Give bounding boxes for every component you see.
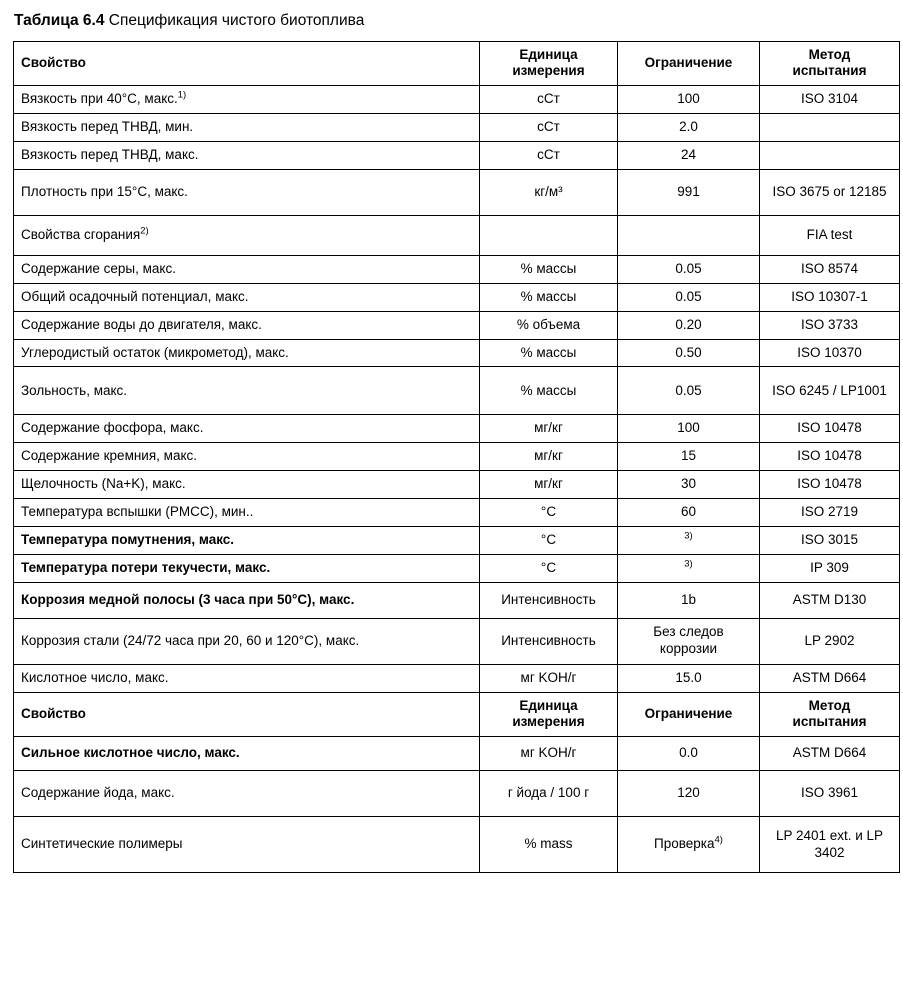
cell-unit: мг KOH/г (480, 737, 618, 771)
cell-method: ASTM D130 (760, 582, 900, 618)
header-method (760, 692, 900, 737)
cell-property: Вязкость перед ТНВД, мин. (14, 114, 480, 142)
cell-unit: сСт (480, 86, 618, 114)
cell-property: Содержание йода, макс. (14, 771, 480, 817)
cell-method: ASTM D664 (760, 664, 900, 692)
cell-limit: 1b (618, 582, 760, 618)
cell-unit: сСт (480, 114, 618, 142)
cell-method: ISO 8574 (760, 255, 900, 283)
cell-method: LP 2902 (760, 618, 900, 664)
cell-method: ISO 10478 (760, 415, 900, 443)
cell-limit: 991 (618, 169, 760, 215)
table-row (14, 311, 900, 339)
table-row (14, 415, 900, 443)
table-row (14, 771, 900, 817)
cell-limit (618, 215, 760, 255)
cell-property: Углеродистый остаток (микрометод), макс. (14, 339, 480, 367)
cell-unit: сСт (480, 142, 618, 170)
cell-property: Коррозия стали (24/72 часа при 20, 60 и 120°C), макс. (14, 618, 480, 664)
cell-unit: Интенсивность (480, 618, 618, 664)
cell-method: IP 309 (760, 554, 900, 582)
cell-property: Плотность при 15°C, макс. (14, 169, 480, 215)
cell-unit: кг/м³ (480, 169, 618, 215)
cell-limit: 120 (618, 771, 760, 817)
header-unit-line2: измерения (512, 714, 585, 730)
header-method-line1: Метод (808, 46, 851, 62)
cell-limit (618, 526, 760, 554)
table-row (14, 526, 900, 554)
table-row (14, 339, 900, 367)
header-unit-line2: измерения (512, 63, 585, 79)
table-header-row-repeat (14, 692, 900, 737)
cell-property: Щелочность (Na+K), макс. (14, 471, 480, 499)
cell-property: Зольность, макс. (14, 367, 480, 415)
cell-unit: % объема (480, 311, 618, 339)
table-row (14, 114, 900, 142)
table-caption-label: Таблица 6.4 (14, 12, 105, 29)
table-header-row (14, 41, 900, 86)
biofuel-specification-table (13, 41, 900, 874)
cell-method: ISO 10370 (760, 339, 900, 367)
cell-property: Сильное кислотное число, макс. (14, 737, 480, 771)
cell-method: ISO 3675 or 12185 (760, 169, 900, 215)
header-property: Свойство (14, 692, 480, 737)
cell-limit: 100 (618, 415, 760, 443)
cell-method: FIA test (760, 215, 900, 255)
cell-method: ISO 2719 (760, 499, 900, 527)
table-row (14, 737, 900, 771)
cell-property: Содержание кремния, макс. (14, 443, 480, 471)
cell-property: Содержание серы, макс. (14, 255, 480, 283)
cell-limit: Проверка$^{4)}$ (618, 817, 760, 873)
cell-property: Вязкость при 40°C, макс.$^{1)}$ (14, 86, 480, 114)
header-method (760, 41, 900, 86)
table-row (14, 283, 900, 311)
cell-method: ISO 10478 (760, 443, 900, 471)
table-row (14, 169, 900, 215)
cell-unit: % массы (480, 255, 618, 283)
cell-method: ISO 3015 (760, 526, 900, 554)
cell-limit: 0.05 (618, 283, 760, 311)
cell-limit: Без следов коррозии (618, 618, 760, 664)
cell-property: Синтетические полимеры (14, 817, 480, 873)
cell-method: ISO 3961 (760, 771, 900, 817)
footnote-marker: 3) (684, 530, 693, 542)
cell-unit: мг/кг (480, 443, 618, 471)
header-method-line1: Метод (808, 697, 851, 713)
cell-limit: 30 (618, 471, 760, 499)
footnote-marker: 2) (140, 225, 149, 237)
cell-property: Коррозия медной полосы (3 часа при 50°C), макс. (14, 582, 480, 618)
cell-limit: 15 (618, 443, 760, 471)
table-row (14, 215, 900, 255)
cell-property: Температура помутнения, макс. (14, 526, 480, 554)
table-row (14, 142, 900, 170)
cell-property: Содержание фосфора, макс. (14, 415, 480, 443)
cell-limit: 100 (618, 86, 760, 114)
cell-unit: °C (480, 554, 618, 582)
cell-unit: °C (480, 526, 618, 554)
cell-method: LP 2401 ext. и LP 3402 (760, 817, 900, 873)
header-unit (480, 41, 618, 86)
cell-unit (480, 215, 618, 255)
footnote-marker: 3) (684, 558, 693, 570)
cell-limit: 0.50 (618, 339, 760, 367)
cell-unit: мг/кг (480, 471, 618, 499)
cell-method (760, 142, 900, 170)
table-row (14, 618, 900, 664)
table-row (14, 582, 900, 618)
cell-property: Кислотное число, макс. (14, 664, 480, 692)
cell-method: ISO 10478 (760, 471, 900, 499)
header-limit: Ограничение (618, 692, 760, 737)
table-caption (14, 12, 895, 31)
table-row (14, 664, 900, 692)
cell-method: ASTM D664 (760, 737, 900, 771)
cell-limit: 15.0 (618, 664, 760, 692)
table-row (14, 817, 900, 873)
cell-unit: % массы (480, 339, 618, 367)
cell-unit: мг/кг (480, 415, 618, 443)
header-unit (480, 692, 618, 737)
footnote-marker: 1) (177, 89, 187, 101)
cell-unit: г йода / 100 г (480, 771, 618, 817)
cell-property: Температура вспышки (PMCC), мин.. (14, 499, 480, 527)
cell-property: Свойства сгорания$^{2)}$ (14, 215, 480, 255)
cell-unit: Интенсивность (480, 582, 618, 618)
table-row (14, 367, 900, 415)
table-row (14, 255, 900, 283)
header-property: Свойство (14, 41, 480, 86)
cell-limit (618, 554, 760, 582)
cell-property: Общий осадочный потенциал, макс. (14, 283, 480, 311)
cell-method: ISO 3104 (760, 86, 900, 114)
footnote-marker: 4) (714, 834, 723, 846)
cell-property: Вязкость перед ТНВД, макс. (14, 142, 480, 170)
cell-limit: 2.0 (618, 114, 760, 142)
table-row (14, 499, 900, 527)
cell-unit: °C (480, 499, 618, 527)
table-row (14, 443, 900, 471)
header-method-line2: испытания (792, 714, 867, 730)
cell-unit: мг KOH/г (480, 664, 618, 692)
header-unit-line1: Единица (519, 46, 578, 62)
cell-property: Содержание воды до двигателя, макс. (14, 311, 480, 339)
cell-method: ISO 10307-1 (760, 283, 900, 311)
table-caption-text: Спецификация чистого биотоплива (108, 12, 365, 29)
cell-limit: 0.0 (618, 737, 760, 771)
cell-limit: 0.05 (618, 255, 760, 283)
cell-method: ISO 3733 (760, 311, 900, 339)
cell-unit: % массы (480, 367, 618, 415)
cell-limit: 0.05 (618, 367, 760, 415)
cell-limit: 24 (618, 142, 760, 170)
cell-limit: 60 (618, 499, 760, 527)
cell-property: Температура потери текучести, макс. (14, 554, 480, 582)
table-row (14, 86, 900, 114)
cell-method (760, 114, 900, 142)
cell-limit: 0.20 (618, 311, 760, 339)
cell-unit: % массы (480, 283, 618, 311)
cell-method: ISO 6245 / LP1001 (760, 367, 900, 415)
header-method-line2: испытания (792, 63, 867, 79)
header-unit-line1: Единица (519, 697, 578, 713)
table-row (14, 471, 900, 499)
cell-unit: % mass (480, 817, 618, 873)
header-limit: Ограничение (618, 41, 760, 86)
table-row (14, 554, 900, 582)
